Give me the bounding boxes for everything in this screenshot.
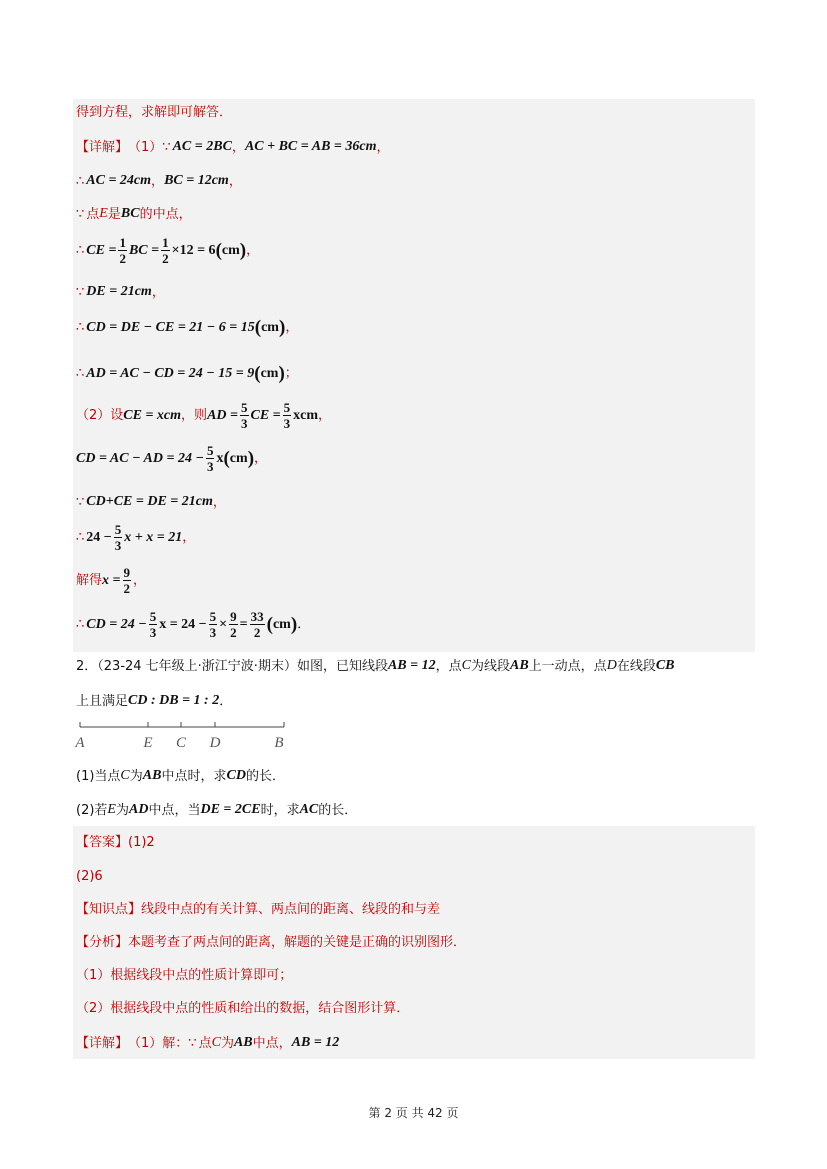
answer-tag: 【答案】	[76, 835, 129, 850]
math: CD	[226, 768, 246, 783]
unit: cm	[260, 365, 279, 381]
math: C	[461, 658, 471, 673]
math: AB	[142, 768, 162, 783]
solution-line: ∴ CD = 24 − $\frac{5}{3}$ x = 24 − $\frac{5}{3}$ × $\frac{9}{2}$ = $\frac{33}{2}$ ( cm ) ．	[76, 609, 311, 640]
solution-line: ∴ AC = 24cm ， BC = 12cm ，	[76, 173, 242, 189]
therefore-symbol: ∴	[76, 173, 85, 189]
math: AC = 2BC	[172, 139, 232, 154]
analysis-line	[76, 936, 466, 949]
text: 得到方程，求解即可解答．	[76, 105, 233, 120]
solution-line: （2）设 CE = xcm ，则 AD = $\frac{5}{3}$ CE = $\frac{5}{3}$ xcm ，	[76, 400, 332, 431]
solution-line	[76, 106, 232, 119]
solution-line: CD = AC − AD = 24 − $\frac{5}{3}$ x ( cm ) ，	[76, 443, 268, 474]
math: CD : DB = 1 : 2	[128, 693, 220, 708]
page-footer: 第 2 页 共 42 页	[368, 1106, 459, 1120]
math: ×12 = 6	[171, 242, 216, 258]
text: （1）	[128, 139, 163, 155]
text: 点	[86, 206, 100, 222]
analysis-line	[76, 1002, 409, 1015]
math: DE = 21cm	[86, 284, 152, 299]
knowledge-line	[76, 903, 440, 916]
solution-line: ∵ DE = 21cm ，	[76, 284, 165, 300]
fraction: $\frac{5}{3}$	[209, 609, 217, 640]
math: E	[107, 802, 116, 817]
solution-line: 【详解】 （1） ∵ AC = 2BC ， AC + BC = AB = 36cm ，	[76, 139, 390, 155]
line-segment-diagram	[74, 718, 294, 752]
text: 为线段	[470, 658, 510, 674]
point-label-e: E	[143, 735, 153, 751]
text: 中点，	[252, 1035, 292, 1051]
therefore-symbol: ∴	[76, 617, 85, 632]
fraction: $\frac{5}{3}$	[149, 609, 157, 640]
text: （2）设	[76, 408, 124, 423]
therefore-symbol: ∴	[76, 243, 85, 258]
text: ．	[219, 693, 233, 709]
text: 是	[107, 206, 121, 222]
text: （2）根据线段中点的性质和给出的数据，结合图形计算．	[76, 1001, 410, 1016]
text: 解得	[76, 573, 103, 588]
therefore-symbol: ∴	[76, 530, 85, 545]
solution-line: 解得 x = $\frac{9}{2}$ ，	[76, 565, 147, 596]
question-part-2	[76, 803, 357, 817]
math: xcm	[293, 407, 319, 423]
text: 的长．	[318, 802, 358, 818]
math: AD	[129, 802, 149, 817]
text: 中点时，求	[161, 768, 227, 784]
math: CB	[655, 658, 675, 673]
text: ．	[297, 617, 311, 632]
fraction: $\frac{9}{2}$	[123, 565, 130, 596]
text: （1）解：	[128, 1035, 189, 1051]
fraction: $\frac{5}{3}$	[206, 443, 214, 474]
text: ，则	[181, 408, 208, 423]
unit: cm	[221, 242, 240, 258]
because-symbol: ∵	[76, 284, 85, 300]
math: BC = 12cm	[164, 173, 229, 188]
question-line	[76, 659, 675, 673]
text: 上且满足	[76, 693, 129, 709]
text: 中点，当	[148, 802, 201, 818]
text: (1)当点	[76, 768, 121, 784]
point-label-a: A	[75, 735, 85, 751]
solution-line: ∵ CD+CE = DE = 21cm ，	[76, 494, 226, 510]
fraction: $\frac{1}{2}$	[119, 235, 126, 266]
fraction: $\frac{9}{2}$	[230, 609, 237, 640]
unit: cm	[261, 319, 279, 335]
math: x =	[102, 572, 121, 588]
math: C	[211, 1035, 221, 1050]
math: AB = 12	[387, 658, 436, 673]
math: BC =	[128, 242, 160, 258]
answer-value: (2)6	[76, 869, 103, 884]
point-label-b: B	[274, 735, 284, 751]
text: 为	[220, 1035, 234, 1051]
solution-line: ∴ AD = AC − CD = 24 − 15 = 9 ( cm ) ；	[76, 363, 298, 384]
fraction: $\frac{5}{3}$	[114, 522, 122, 553]
because-symbol: ∵	[188, 1035, 197, 1051]
because-symbol: ∵	[76, 494, 85, 510]
solution-line: ∴ CD = DE − CE = 21 − 6 = 15 ( cm ) ，	[76, 317, 299, 338]
math: D	[606, 658, 617, 673]
text: 为	[115, 802, 129, 818]
solution-line: ∴ CE = $\frac{1}{2}$ BC = $\frac{1}{2}$ ×12 = 6 ( cm ) ，	[76, 235, 260, 266]
detail-tag: 【详解】	[76, 139, 129, 155]
answer-line	[76, 870, 103, 883]
therefore-symbol: ∴	[76, 320, 85, 335]
text: 的长．	[245, 768, 285, 784]
fraction: $\frac{5}{3}$	[241, 400, 248, 431]
point-label-c: C	[175, 735, 187, 751]
math: AB = 12	[291, 1035, 340, 1050]
math: x = 24 −	[159, 616, 207, 632]
text: ，	[231, 139, 245, 155]
text: 上一动点，点	[528, 658, 607, 674]
math: AB	[233, 1035, 253, 1050]
math: x	[216, 450, 224, 466]
fraction: $\frac{1}{2}$	[162, 235, 169, 266]
math: AB	[509, 658, 529, 673]
text: (2)若	[76, 802, 108, 818]
text: 本题考查了两点间的距离，解题的关键是正确的识别图形．	[128, 935, 467, 950]
unit: cm	[272, 616, 291, 632]
math: AC	[299, 802, 319, 817]
text: 点	[198, 1035, 212, 1051]
math: x + x = 21	[124, 529, 183, 545]
math: CE =	[250, 407, 281, 423]
math: AC = 24cm	[86, 173, 152, 188]
math: CE = xcm	[123, 407, 182, 423]
math: ×	[219, 616, 228, 632]
math: CD+CE = DE = 21cm	[86, 494, 213, 509]
knowledge-tag: 【知识点】	[76, 902, 142, 917]
answer-value: (1)2	[128, 835, 155, 850]
math: CD = 24 −	[86, 616, 147, 632]
math: AC + BC = AB = 36cm	[244, 139, 377, 154]
question-part-1	[76, 769, 285, 783]
analysis-line	[76, 969, 292, 982]
math: =	[239, 616, 248, 632]
text: 为	[129, 768, 143, 784]
because-symbol: ∵	[162, 139, 171, 155]
because-symbol: ∵	[76, 206, 85, 222]
text: ，点	[435, 658, 462, 674]
text: 的中点，	[139, 206, 192, 222]
text: 在线段	[616, 658, 656, 674]
math: DE = 2CE	[200, 802, 261, 817]
math: AD = AC − CD = 24 − 15 = 9	[86, 365, 255, 381]
point-label-d: D	[209, 735, 221, 751]
solution-line	[76, 207, 192, 221]
math: 24 −	[86, 529, 112, 545]
math: CD = AC − AD = 24 −	[76, 450, 204, 466]
text: 2．（23-24 七年级上·浙江宁波·期末）如图，已知线段	[76, 658, 388, 674]
math: CE =	[86, 242, 117, 258]
unit: cm	[229, 450, 248, 466]
answer-line	[76, 836, 155, 849]
analysis-tag: 【分析】	[76, 935, 129, 950]
question-line	[76, 694, 232, 708]
math: AD =	[207, 407, 238, 423]
detail-tag: 【详解】	[76, 1035, 129, 1051]
fraction: $\frac{33}{2}$	[250, 609, 264, 640]
therefore-symbol: ∴	[76, 366, 85, 381]
math: CD = DE − CE = 21 − 6 = 15	[86, 319, 255, 335]
text: （1）根据线段中点的性质计算即可；	[76, 968, 293, 983]
math: C	[120, 768, 130, 783]
math: BC	[120, 206, 140, 221]
text: 线段中点的有关计算、两点间的距离、线段的和与差	[141, 902, 441, 917]
solution-line: ∴ 24 − $\frac{5}{3}$ x + x = 21 ，	[76, 522, 196, 553]
detail-line	[76, 1036, 339, 1050]
text: 时，求	[260, 802, 300, 818]
math: E	[99, 206, 108, 221]
fraction: $\frac{5}{3}$	[283, 400, 291, 431]
